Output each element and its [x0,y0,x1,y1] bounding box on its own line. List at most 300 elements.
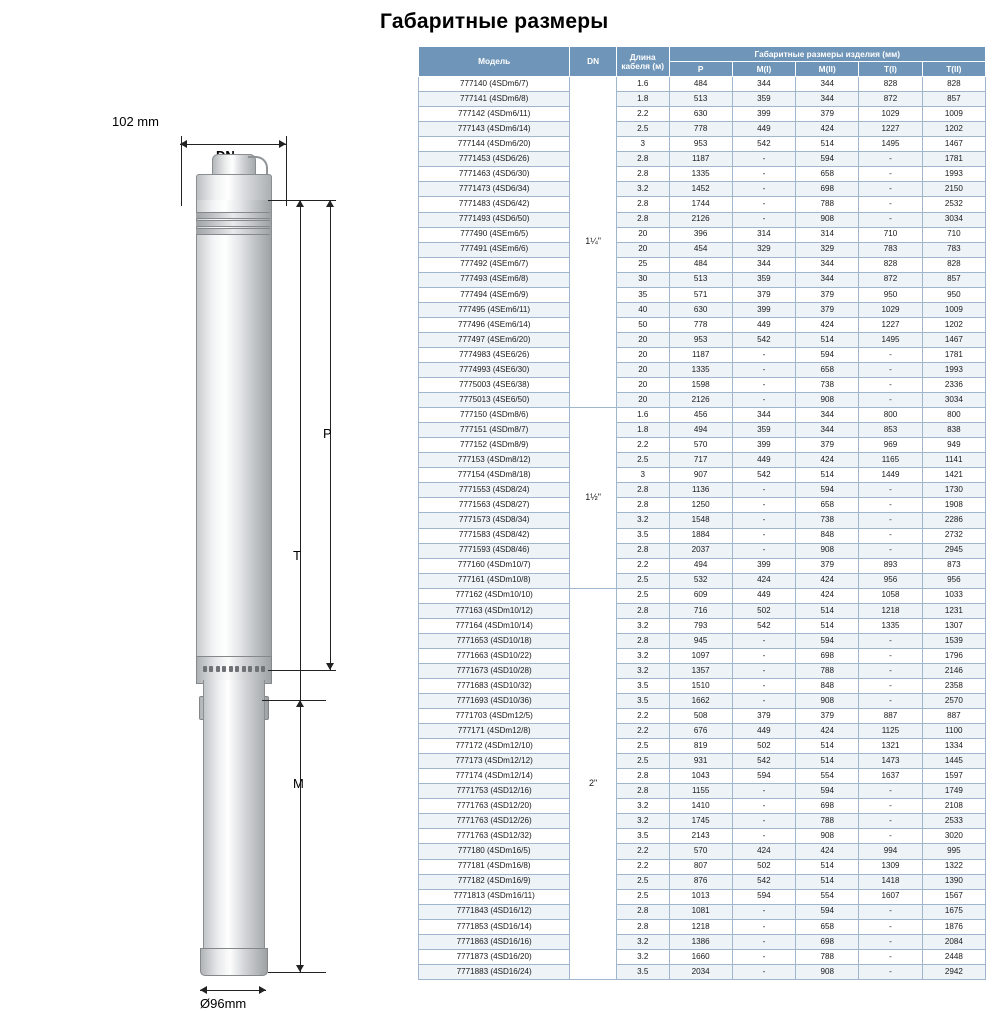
cell-model: 777150 (4SDm8/6) [419,408,570,423]
cell-t1: 1125 [859,724,922,739]
cell-t2: 1334 [922,739,985,754]
cell-m1: - [732,362,795,377]
cell-p: 2126 [669,393,732,408]
pump-drawing [0,100,370,1011]
cell-model: 777153 (4SDm8/12) [419,453,570,468]
cell-p: 630 [669,302,732,317]
table-row [419,332,986,347]
cell-t2: 1033 [922,588,985,603]
cell-cable: 2.5 [616,874,669,889]
cell-p: 513 [669,272,732,287]
motor-housing [203,680,265,950]
cell-cable: 20 [616,378,669,393]
cell-t1: - [859,663,922,678]
cell-cable: 20 [616,393,669,408]
cell-t1: 1227 [859,317,922,332]
cell-m2: 344 [796,257,859,272]
pump-band-3 [196,228,270,235]
table-row [419,92,986,107]
cell-t2: 873 [922,558,985,573]
cell-m2: 329 [796,242,859,257]
cell-t2: 1322 [922,859,985,874]
cell-m2: 379 [796,107,859,122]
cell-t2: 3034 [922,212,985,227]
cell-t2: 2533 [922,814,985,829]
cell-m1: - [732,814,795,829]
cell-model: 777164 (4SDm10/14) [419,618,570,633]
cell-model: 777143 (4SDm6/14) [419,122,570,137]
cell-m1: - [732,964,795,979]
cell-t1: 710 [859,227,922,242]
cell-p: 1410 [669,799,732,814]
table-row [419,513,986,528]
cell-m2: 514 [796,468,859,483]
cell-cable: 2.8 [616,543,669,558]
table-row [419,964,986,979]
cell-model: 7774983 (4SE6/26) [419,347,570,362]
cell-t1: - [859,799,922,814]
cell-cable: 20 [616,362,669,377]
cell-model: 7771683 (4SD10/32) [419,678,570,693]
cell-model: 777174 (4SDm12/14) [419,769,570,784]
table-row [419,483,986,498]
cell-m1: 542 [732,468,795,483]
cell-t1: - [859,829,922,844]
cell-t2: 2084 [922,934,985,949]
cell-p: 1662 [669,694,732,709]
cell-m1: - [732,934,795,949]
cell-m1: 399 [732,438,795,453]
cell-m1: 424 [732,844,795,859]
cell-t1: 1227 [859,122,922,137]
cell-t1: - [859,633,922,648]
cell-cable: 3.5 [616,528,669,543]
cell-cable: 2.8 [616,498,669,513]
cell-model: 7771483 (4SD6/42) [419,197,570,212]
cell-p: 778 [669,122,732,137]
cell-cable: 3.2 [616,934,669,949]
table-row [419,528,986,543]
cell-m2: 379 [796,438,859,453]
th-group: Габаритные размеры изделия (мм) [669,47,985,62]
cell-cable: 20 [616,242,669,257]
cell-p: 1335 [669,362,732,377]
cell-t1: - [859,347,922,362]
th-dn: DN [570,47,617,77]
table-row [419,573,986,588]
cell-model: 777162 (4SDm10/10) [419,588,570,603]
cell-t1: 956 [859,573,922,588]
cell-t2: 2448 [922,949,985,964]
cell-cable: 3.2 [616,513,669,528]
top-width-dimension-label: 102 mm [112,114,159,129]
cell-cable: 2.8 [616,769,669,784]
cell-m1: - [732,633,795,648]
t-arrow-top [296,200,304,207]
cell-cable: 2.8 [616,197,669,212]
table-row [419,317,986,332]
cell-dn-group: 2" [570,588,617,979]
cell-m1: - [732,483,795,498]
cell-p: 1510 [669,678,732,693]
cell-cable: 2.8 [616,904,669,919]
cell-t2: 1908 [922,498,985,513]
cell-m2: 379 [796,287,859,302]
table-row [419,212,986,227]
cell-t2: 2336 [922,378,985,393]
cell-model: 7771883 (4SD16/24) [419,964,570,979]
cell-cable: 40 [616,302,669,317]
cell-p: 1548 [669,513,732,528]
cell-cable: 2.5 [616,889,669,904]
table-row [419,934,986,949]
cell-t2: 1100 [922,724,985,739]
cell-m2: 554 [796,889,859,904]
cell-m1: 449 [732,588,795,603]
cell-p: 456 [669,408,732,423]
cell-p: 609 [669,588,732,603]
table-row [419,814,986,829]
cell-p: 819 [669,739,732,754]
cell-m1: 594 [732,769,795,784]
cell-m2: 848 [796,678,859,693]
cell-t1: 800 [859,408,922,423]
cell-cable: 20 [616,332,669,347]
table-row [419,874,986,889]
cell-t1: - [859,167,922,182]
cell-p: 778 [669,317,732,332]
p-ext-bottom [268,670,336,671]
cell-model: 777172 (4SDm12/10) [419,739,570,754]
cell-p: 1187 [669,347,732,362]
cell-t1: 1165 [859,453,922,468]
cell-model: 7771573 (4SD8/34) [419,513,570,528]
p-arrow-bottom [326,663,334,670]
cell-t1: - [859,543,922,558]
cell-m1: 424 [732,573,795,588]
cell-cable: 2.8 [616,784,669,799]
bottom-diameter-line [200,990,266,991]
cell-t1: - [859,528,922,543]
cell-m1: 542 [732,332,795,347]
cell-model: 777493 (4SEm6/8) [419,272,570,287]
cell-p: 570 [669,844,732,859]
cell-t2: 1730 [922,483,985,498]
cell-m2: 514 [796,137,859,152]
cell-p: 1081 [669,904,732,919]
cell-m1: - [732,648,795,663]
cell-t1: - [859,152,922,167]
t-ext-bottom [268,972,326,973]
cell-m1: 379 [732,709,795,724]
cell-model: 777180 (4SDm16/5) [419,844,570,859]
cell-p: 571 [669,287,732,302]
cable-guard-holes [203,665,265,673]
table-row [419,633,986,648]
cell-m1: - [732,543,795,558]
cell-model: 7771813 (4SDm16/11) [419,889,570,904]
cell-p: 1136 [669,483,732,498]
cell-cable: 2.8 [616,919,669,934]
table-row [419,227,986,242]
cell-m2: 908 [796,694,859,709]
cell-t1: 1335 [859,618,922,633]
cell-m1: - [732,528,795,543]
cell-cable: 20 [616,347,669,362]
table-row [419,167,986,182]
cell-m2: 514 [796,603,859,618]
cell-m1: - [732,799,795,814]
cell-model: 777492 (4SEm6/7) [419,257,570,272]
cell-t1: 783 [859,242,922,257]
cell-model: 777154 (4SDm8/18) [419,468,570,483]
cell-p: 876 [669,874,732,889]
table-row [419,77,986,92]
table-row [419,302,986,317]
cell-m1: 399 [732,302,795,317]
top-width-dimension-line [180,144,286,145]
cell-cable: 2.8 [616,152,669,167]
th-cable: Длина кабеля (м) [616,47,669,77]
cell-p: 1452 [669,182,732,197]
cell-cable: 30 [616,272,669,287]
cell-p: 931 [669,754,732,769]
cell-t2: 1993 [922,362,985,377]
cell-m2: 514 [796,739,859,754]
cell-m1: - [732,347,795,362]
cell-m2: 424 [796,122,859,137]
table-row [419,694,986,709]
cell-m1: - [732,904,795,919]
table-row [419,709,986,724]
cell-t1: 950 [859,287,922,302]
cell-m2: 658 [796,167,859,182]
cell-m1: 399 [732,558,795,573]
cell-t2: 1141 [922,453,985,468]
table-row [419,844,986,859]
cell-p: 676 [669,724,732,739]
cell-model: 7771763 (4SD12/20) [419,799,570,814]
cell-m2: 698 [796,799,859,814]
cell-p: 1043 [669,769,732,784]
table-row [419,859,986,874]
cell-m2: 698 [796,182,859,197]
cell-model: 777173 (4SDm12/12) [419,754,570,769]
bottom-diameter-label: Ø96mm [200,996,247,1011]
cell-t2: 828 [922,77,985,92]
cell-p: 1335 [669,167,732,182]
m-arrow-top [296,700,304,707]
cell-cable: 2.8 [616,167,669,182]
cell-cable: 2.5 [616,739,669,754]
cell-t1: 1449 [859,468,922,483]
cell-t1: 1495 [859,332,922,347]
bottom-diameter-arrow-right [259,986,266,994]
cell-model: 777160 (4SDm10/7) [419,558,570,573]
cell-p: 2037 [669,543,732,558]
cell-model: 777144 (4SDm6/20) [419,137,570,152]
top-width-ext-left [181,136,182,206]
cell-t2: 2108 [922,799,985,814]
cell-m1: 502 [732,859,795,874]
table-row [419,648,986,663]
cell-p: 1386 [669,934,732,949]
cell-t2: 2358 [922,678,985,693]
cell-p: 1357 [669,663,732,678]
cell-t2: 887 [922,709,985,724]
cell-t1: 994 [859,844,922,859]
cell-m1: - [732,498,795,513]
table-row [419,287,986,302]
cell-m1: 542 [732,874,795,889]
cell-t2: 1781 [922,347,985,362]
cell-t1: - [859,362,922,377]
cell-cable: 2.5 [616,453,669,468]
table-row [419,257,986,272]
cell-m2: 514 [796,332,859,347]
cell-t2: 2945 [922,543,985,558]
cell-p: 1744 [669,197,732,212]
cell-m2: 848 [796,528,859,543]
cell-cable: 2.2 [616,558,669,573]
cell-model: 777140 (4SDm6/7) [419,77,570,92]
cell-model: 777142 (4SDm6/11) [419,107,570,122]
cell-m2: 424 [796,588,859,603]
cell-t2: 783 [922,242,985,257]
cell-model: 7771463 (4SD6/30) [419,167,570,182]
cell-m1: 314 [732,227,795,242]
table-row [419,829,986,844]
table-row [419,378,986,393]
cell-m2: 738 [796,378,859,393]
cell-t2: 2942 [922,964,985,979]
cell-cable: 2.8 [616,603,669,618]
cell-m1: - [732,694,795,709]
cell-m1: - [732,829,795,844]
cell-m2: 514 [796,874,859,889]
cell-p: 1250 [669,498,732,513]
cell-cable: 3.2 [616,949,669,964]
cell-t1: - [859,964,922,979]
table-row [419,347,986,362]
th-model: Модель [419,47,570,77]
cell-p: 454 [669,242,732,257]
cell-m1: 359 [732,272,795,287]
table-row [419,919,986,934]
cell-model: 777171 (4SDm12/8) [419,724,570,739]
cell-m2: 344 [796,77,859,92]
cell-cable: 3.5 [616,829,669,844]
cell-m1: 359 [732,423,795,438]
cell-t1: - [859,919,922,934]
cell-t2: 1231 [922,603,985,618]
cell-t2: 1876 [922,919,985,934]
cell-m2: 379 [796,709,859,724]
cell-t2: 1009 [922,302,985,317]
cell-m1: 542 [732,754,795,769]
cell-p: 1598 [669,378,732,393]
cell-cable: 2.2 [616,107,669,122]
cell-t1: 853 [859,423,922,438]
cell-m2: 908 [796,543,859,558]
cell-m1: 359 [732,92,795,107]
cell-t2: 2150 [922,182,985,197]
pump-stage-housing [196,200,272,680]
cell-m2: 908 [796,393,859,408]
motor-bottom-cap [200,948,268,976]
cell-m1: 449 [732,724,795,739]
cell-t2: 995 [922,844,985,859]
p-dimension-label: P [323,426,332,441]
table-row [419,904,986,919]
cell-p: 484 [669,257,732,272]
cell-p: 1884 [669,528,732,543]
cell-m2: 594 [796,904,859,919]
table-row [419,663,986,678]
cell-t1: - [859,197,922,212]
table-head-row-1 [419,47,986,62]
cell-m2: 788 [796,814,859,829]
cell-t2: 2286 [922,513,985,528]
cell-m1: 399 [732,107,795,122]
cell-t1: 872 [859,92,922,107]
cell-cable: 3.2 [616,663,669,678]
cell-m2: 788 [796,197,859,212]
cell-t1: 1218 [859,603,922,618]
cell-t1: - [859,694,922,709]
cell-t2: 3020 [922,829,985,844]
table-row [419,137,986,152]
top-width-arrow-right [279,140,286,148]
page-title: Габаритные размеры [380,10,609,33]
cell-cable: 2.8 [616,633,669,648]
th-t1: T(I) [859,62,922,77]
cell-t2: 950 [922,287,985,302]
cell-t2: 1993 [922,167,985,182]
cell-m1: 594 [732,889,795,904]
pump-band-1 [196,212,270,219]
table-row [419,453,986,468]
cell-model: 7771563 (4SD8/27) [419,498,570,513]
cell-t2: 857 [922,272,985,287]
cell-m2: 424 [796,724,859,739]
cell-m2: 424 [796,453,859,468]
cell-t1: - [859,483,922,498]
cell-t2: 1445 [922,754,985,769]
cell-t2: 3034 [922,393,985,408]
cell-model: 777151 (4SDm8/7) [419,423,570,438]
cell-t1: 1309 [859,859,922,874]
cell-model: 777494 (4SEm6/9) [419,287,570,302]
cell-t1: 893 [859,558,922,573]
cell-t1: 828 [859,257,922,272]
cell-t1: - [859,212,922,227]
m-dimension-line [300,700,301,972]
cell-cable: 3.2 [616,648,669,663]
cell-t1: 1637 [859,769,922,784]
dimensions-table [418,46,986,980]
cell-m1: 449 [732,317,795,332]
cell-model: 7771473 (4SD6/34) [419,182,570,197]
table-row [419,468,986,483]
cell-p: 484 [669,77,732,92]
cell-model: 7771553 (4SD8/24) [419,483,570,498]
cell-cable: 50 [616,317,669,332]
cell-m1: 449 [732,122,795,137]
table-row [419,272,986,287]
cell-p: 1660 [669,949,732,964]
cell-cable: 1.6 [616,77,669,92]
